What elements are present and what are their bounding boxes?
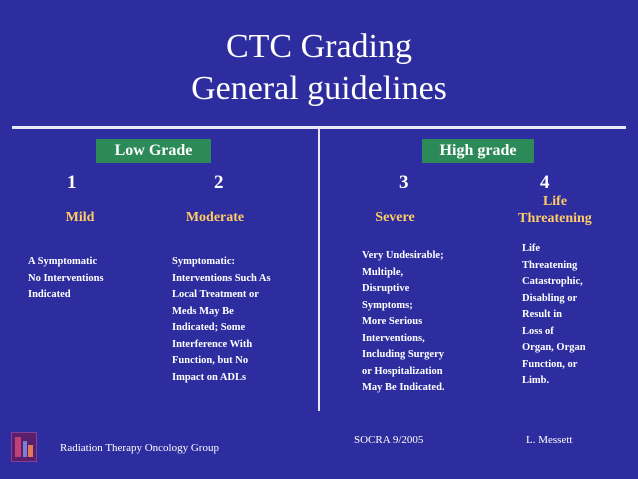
- vertical-divider: [318, 129, 320, 411]
- grade-1-description: A Symptomatic No Interventions Indicated: [28, 256, 104, 300]
- grade-2-description: Symptomatic: Interventions Such As Local Treatment or Meds May Be Indicated; Some Interference With Function, but No Impact on ADLs: [172, 256, 271, 383]
- rtog-logo: [11, 432, 37, 462]
- low-grade-label: Low Grade: [96, 139, 211, 163]
- grade-4-level: Life Threatening: [518, 194, 592, 226]
- slide-title-line2: General guidelines: [191, 70, 447, 107]
- grade-2-number: 2: [214, 172, 224, 193]
- slide-title-line1: CTC Grading: [225, 28, 413, 65]
- grade-3-level: Severe: [375, 210, 415, 225]
- grade-1-number: 1: [67, 172, 77, 193]
- grade-4-number: 4: [540, 172, 550, 193]
- grade-3-description: Very Undesirable; Multiple, Disruptive Symptoms; More Serious Interventions, Including Surgery or Hospitalization May Be Indicated.: [362, 250, 445, 393]
- grade-2-level: Moderate: [185, 210, 245, 225]
- footer-organization: Radiation Therapy Oncology Group: [60, 442, 219, 454]
- grade-1-level: Mild: [65, 210, 95, 225]
- footer-date: SOCRA 9/2005: [354, 434, 424, 446]
- high-grade-label: High grade: [422, 139, 534, 163]
- grade-4-description: Life Threatening Catastrophic, Disabling or Result in Loss of Organ, Organ Function, or Limb.: [522, 243, 586, 386]
- footer-author: L. Messett: [526, 434, 573, 446]
- grade-3-number: 3: [399, 172, 409, 193]
